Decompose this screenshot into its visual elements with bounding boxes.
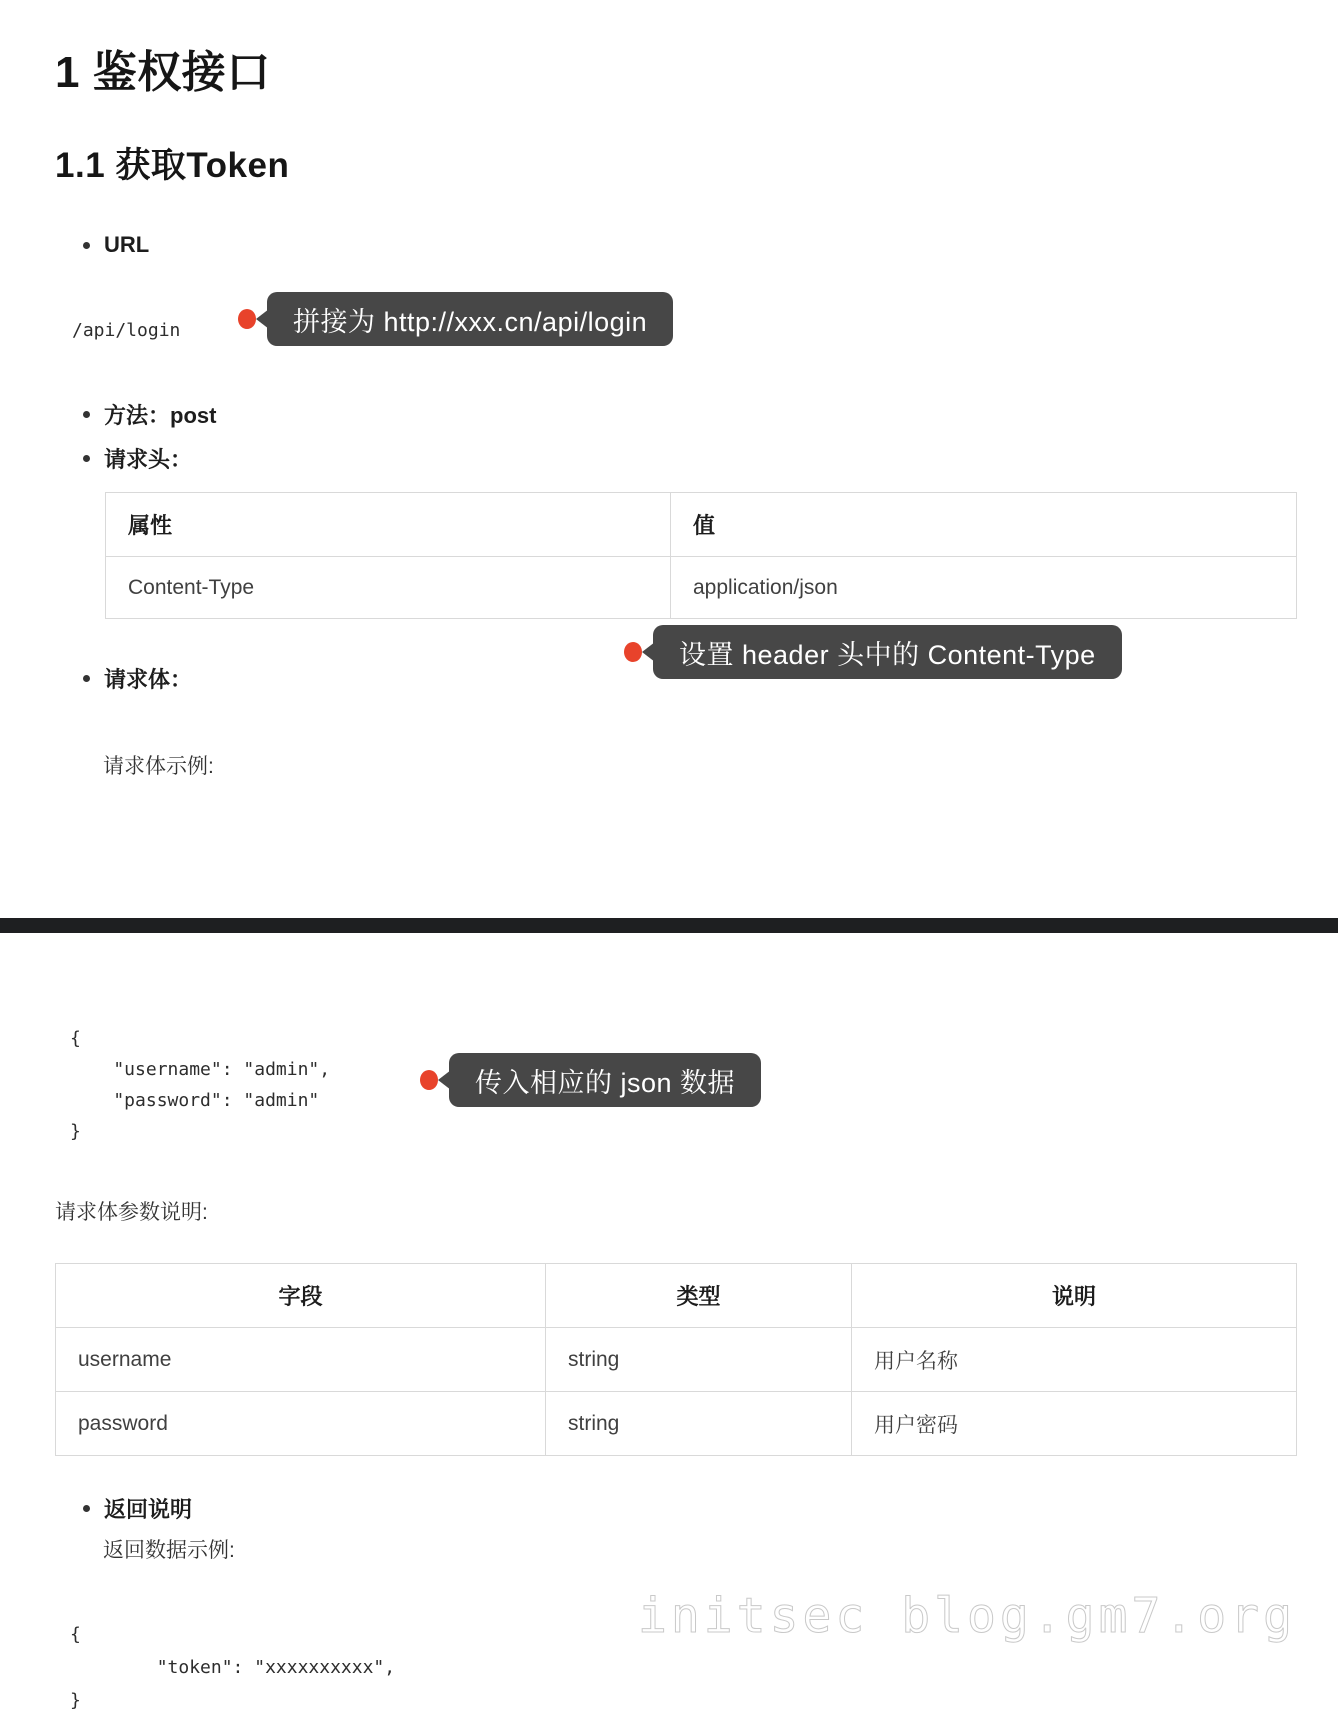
table-cell: 用户名称 [852, 1328, 1297, 1392]
callout-marker-dot [238, 309, 256, 329]
bullet-url [83, 231, 149, 259]
callout-url-bubble [267, 292, 673, 346]
table-cell: username [56, 1328, 546, 1392]
callout-json-body [420, 1053, 761, 1107]
column-header: 类型 [546, 1264, 852, 1328]
code-line: } [70, 1690, 81, 1711]
callout-content-type-text: 设置 header 头中的 Content-Type [679, 639, 1096, 670]
table-row [56, 1392, 1297, 1456]
bullet-dot [83, 675, 90, 682]
callout-url [238, 292, 673, 346]
bullet-dot [83, 455, 90, 462]
table-header-row [56, 1264, 1297, 1328]
url-code: /api/login [72, 320, 181, 341]
bullet-dot [83, 242, 90, 249]
code-line: "password": "admin" [70, 1090, 320, 1111]
code-line: { [70, 1624, 81, 1645]
callout-marker-dot [420, 1070, 438, 1090]
code-line: "token": "xxxxxxxxxx", [70, 1657, 396, 1678]
column-header: 字段 [56, 1264, 546, 1328]
body-example-label: 请求体示例: [103, 755, 214, 778]
bullet-headers-label: 请求头： [104, 446, 193, 472]
watermark: initsec blog.gm7.org [638, 1588, 1296, 1644]
bullet-body-label: 请求体： [104, 666, 193, 692]
callout-url-text: 拼接为 http://xxx.cn/api/login [293, 306, 648, 337]
code-line: { [70, 1028, 81, 1049]
body-params-table [55, 1263, 1297, 1456]
page-break-divider [0, 918, 1338, 933]
request-headers-table [105, 492, 1297, 619]
table-header-row [106, 493, 1297, 557]
code-line: } [70, 1121, 81, 1142]
table-cell: string [546, 1392, 852, 1456]
body-params-label: 请求体参数说明: [55, 1201, 208, 1224]
table-cell: application/json [671, 557, 1297, 619]
table-row [56, 1328, 1297, 1392]
table-cell: 用户密码 [852, 1392, 1297, 1456]
column-header: 值 [671, 493, 1297, 557]
bullet-return [83, 1494, 192, 1522]
bullet-headers [83, 444, 192, 472]
bullet-body [83, 664, 192, 692]
section-title: 1.1 获取Token [55, 146, 290, 185]
callout-content-type-bubble [653, 625, 1122, 679]
bullet-dot [83, 1505, 90, 1512]
bullet-return-label: 返回说明 [104, 1496, 193, 1522]
table-cell: string [546, 1328, 852, 1392]
table-row [106, 557, 1297, 619]
return-example-label: 返回数据示例: [103, 1539, 235, 1562]
column-header: 说明 [852, 1264, 1297, 1328]
callout-content-type [624, 625, 1122, 679]
callout-marker-dot [624, 642, 642, 662]
callout-json-body-bubble [449, 1053, 761, 1107]
table-cell: password [56, 1392, 546, 1456]
page-title: 1 鉴权接口 [55, 48, 271, 97]
request-body-code-block [70, 1023, 330, 1147]
response-code-block [70, 1618, 395, 1717]
bullet-dot [83, 411, 90, 418]
callout-json-body-text: 传入相应的 json 数据 [475, 1067, 736, 1098]
bullet-url-label: URL [104, 232, 150, 257]
bullet-method [83, 400, 216, 428]
code-line: "username": "admin", [70, 1059, 331, 1080]
bullet-method-label: 方法：post [104, 402, 217, 428]
table-cell: Content-Type [106, 557, 671, 619]
column-header: 属性 [106, 493, 671, 557]
